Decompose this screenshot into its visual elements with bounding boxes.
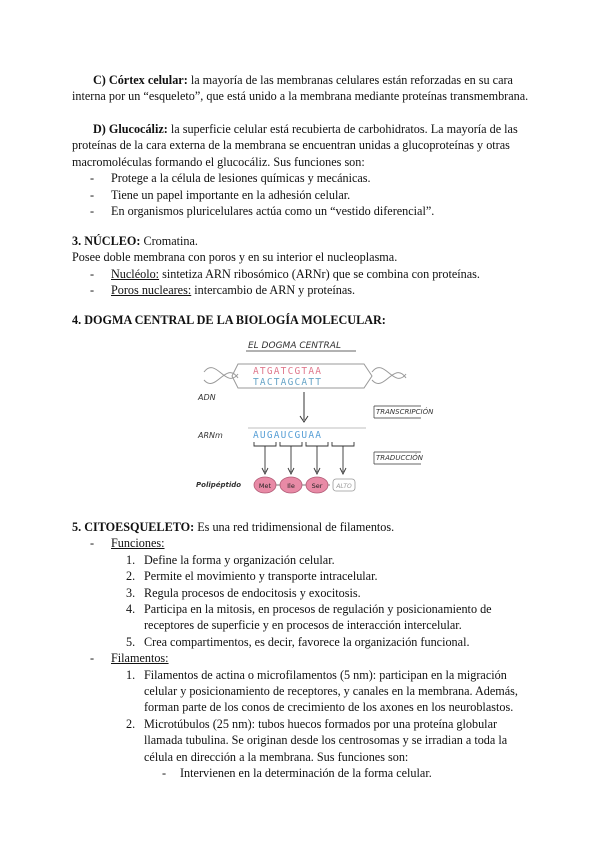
list-item: 5. Crea compartimentos, es decir, favorece la organización funcional. <box>126 634 470 649</box>
nucleo-title: 3. NÚCLEO: <box>72 234 141 248</box>
section-dogma <box>72 312 532 328</box>
dogma-title: 4. DOGMA CENTRAL DE LA BIOLOGÍA MOLECULAR: <box>72 313 386 327</box>
list-item: 2. Microtúbulos (25 nm): tubos huecos formados por una proteína globular llamada tubulina. Se originan desde los centrosomas y se irradian a toda la célula en dirección a la membrana. Sus funciones son: <box>126 716 508 764</box>
list-item <box>72 266 532 282</box>
function-text: Define la forma y organización celular. <box>144 552 335 567</box>
list-item: - Intervienen en la determinación de la forma celular. <box>72 765 532 781</box>
stop-codon-label: ALTO <box>336 483 352 490</box>
codon-arrows <box>254 442 354 474</box>
list-item: - Tiene un papel importante en la adhesión celular. <box>72 187 532 203</box>
citoesqueleto-title: 5. CITOESQUELETO: <box>72 520 195 534</box>
cortex-paragraph <box>72 72 532 105</box>
amino-acid-label: Ser <box>311 482 323 490</box>
section-nucleo <box>72 233 532 299</box>
translation-label: TRADUCCIÓN <box>376 454 424 462</box>
codon-bracket <box>306 442 328 446</box>
glucocaliz-title: D) Glucocáliz: <box>93 122 168 136</box>
dna-bottom-strand: TACTAGCATT <box>253 377 323 388</box>
filaments-label: Filamentos: <box>111 651 169 666</box>
list-item <box>72 650 532 666</box>
section-citoesqueleto <box>72 519 532 782</box>
list-item <box>72 535 532 551</box>
figure-heading: EL DOGMA CENTRAL <box>248 341 341 351</box>
function-text: Permite el movimiento y transporte intracelular. <box>144 569 378 584</box>
list-item: 1. Filamentos de actina o microfilamentos (5 nm): participan en la migración celular y posicionamiento de receptores, y canales en la membrana. Además, forman parte de los conos de crecimiento de los axones en los neuroblastos. <box>126 667 518 715</box>
glucocaliz-paragraph <box>72 121 532 170</box>
microtubule-functions-list <box>72 765 532 781</box>
filament-text: Filamentos de actina o microfilamentos (5 nm): participan en la migración celular y posicionamiento de receptores, y canales en la membrana. Además, forman parte de los conos de crecimiento de los axones en los neuroblastos. <box>144 667 518 715</box>
glucocaliz-list <box>72 170 532 219</box>
list-item: 3. Regula procesos de endocitosis y exocitosis. <box>126 585 361 600</box>
functions-list <box>72 552 532 650</box>
list-item: 1. Define la forma y organización celular. <box>126 552 335 567</box>
transcription-label: TRANSCRIPCIÓN <box>376 408 434 416</box>
dna-top-strand: ATGATCGTAA <box>253 366 323 377</box>
nucleo-list <box>72 266 532 299</box>
functions-label: Funciones: <box>111 536 165 551</box>
list-item <box>72 282 532 298</box>
glucocaliz-text: la superficie celular está recubierta de carbohidratos. La mayoría de las proteínas de la cara externa de la membrana se encuentran unidas a glucoproteínas y otras macromoléculas formando el glucocáliz. Sus funciones son: <box>72 122 518 169</box>
nucleo-line: Posee doble membrana con poros y en su interior el nucleoplasma. <box>72 250 398 265</box>
poros-term: Poros nucleares: <box>111 283 192 298</box>
list-item: 2. Permite el movimiento y transporte intracelular. <box>126 569 378 584</box>
filament-text: Microtúbulos (25 nm): tubos huecos formados por una proteína globular llamada tubulina. Se originan desde los centrosomas y se irradian a toda la célula en dirección a la membrana. Sus funciones son: <box>144 716 508 764</box>
section-glucocaliz <box>72 121 532 219</box>
rna-label: ARNm <box>198 431 223 440</box>
list-item: - En organismos pluricelulares actúa como un “vestido diferencial”. <box>72 203 532 219</box>
cortex-text: la mayoría de las membranas celulares están reforzadas en su cara interna por un “esqueleto”, que está unido a la membrana mediante proteínas transmembrana. <box>72 73 529 104</box>
dogma-figure <box>196 334 434 502</box>
citoesqueleto-functions-header <box>72 535 532 551</box>
dna-label: ADN <box>198 393 216 402</box>
function-text: Regula procesos de endocitosis y exocitosis. <box>144 585 361 600</box>
codon-bracket <box>280 442 302 446</box>
amino-acid-label: Ile <box>287 482 295 490</box>
nucleo-title-rest: Cromatina. <box>143 234 198 248</box>
rna-strand: AUGAUCGUAA <box>253 430 323 441</box>
cortex-title: C) Córtex celular: <box>93 73 188 87</box>
citoesqueleto-heading <box>72 519 532 535</box>
function-text: Participa en la mitosis, en procesos de regulación y posicionamiento de receptores de superficie y en procesos de interacción intercelular. <box>144 602 492 633</box>
nucleolo-text: sintetiza ARN ribosómico (ARNr) que se combina con proteínas. <box>162 266 480 281</box>
nucleolo-term: Nucléolo: <box>111 266 160 281</box>
amino-acid-label: Met <box>258 482 272 490</box>
filaments-list <box>72 667 532 765</box>
codon-bracket <box>332 442 354 446</box>
function-text: Crea compartimentos, es decir, favorece la organización funcional. <box>144 634 470 649</box>
list-item: 4. Participa en la mitosis, en procesos de regulación y posicionamiento de receptores de superficie y en procesos de interacción intercelular. <box>126 602 492 633</box>
citoesqueleto-filaments-header <box>72 650 532 666</box>
list-item: - Protege a la célula de lesiones químicas y mecánicas. <box>72 170 532 186</box>
nucleo-heading <box>72 233 532 249</box>
section-cortex <box>72 72 532 105</box>
polypeptide-label: Polipéptido <box>196 481 242 489</box>
codon-bracket <box>254 442 276 446</box>
citoesqueleto-title-rest: Es una red tridimensional de filamentos. <box>197 520 395 534</box>
poros-text: intercambio de ARN y proteínas. <box>194 283 356 298</box>
